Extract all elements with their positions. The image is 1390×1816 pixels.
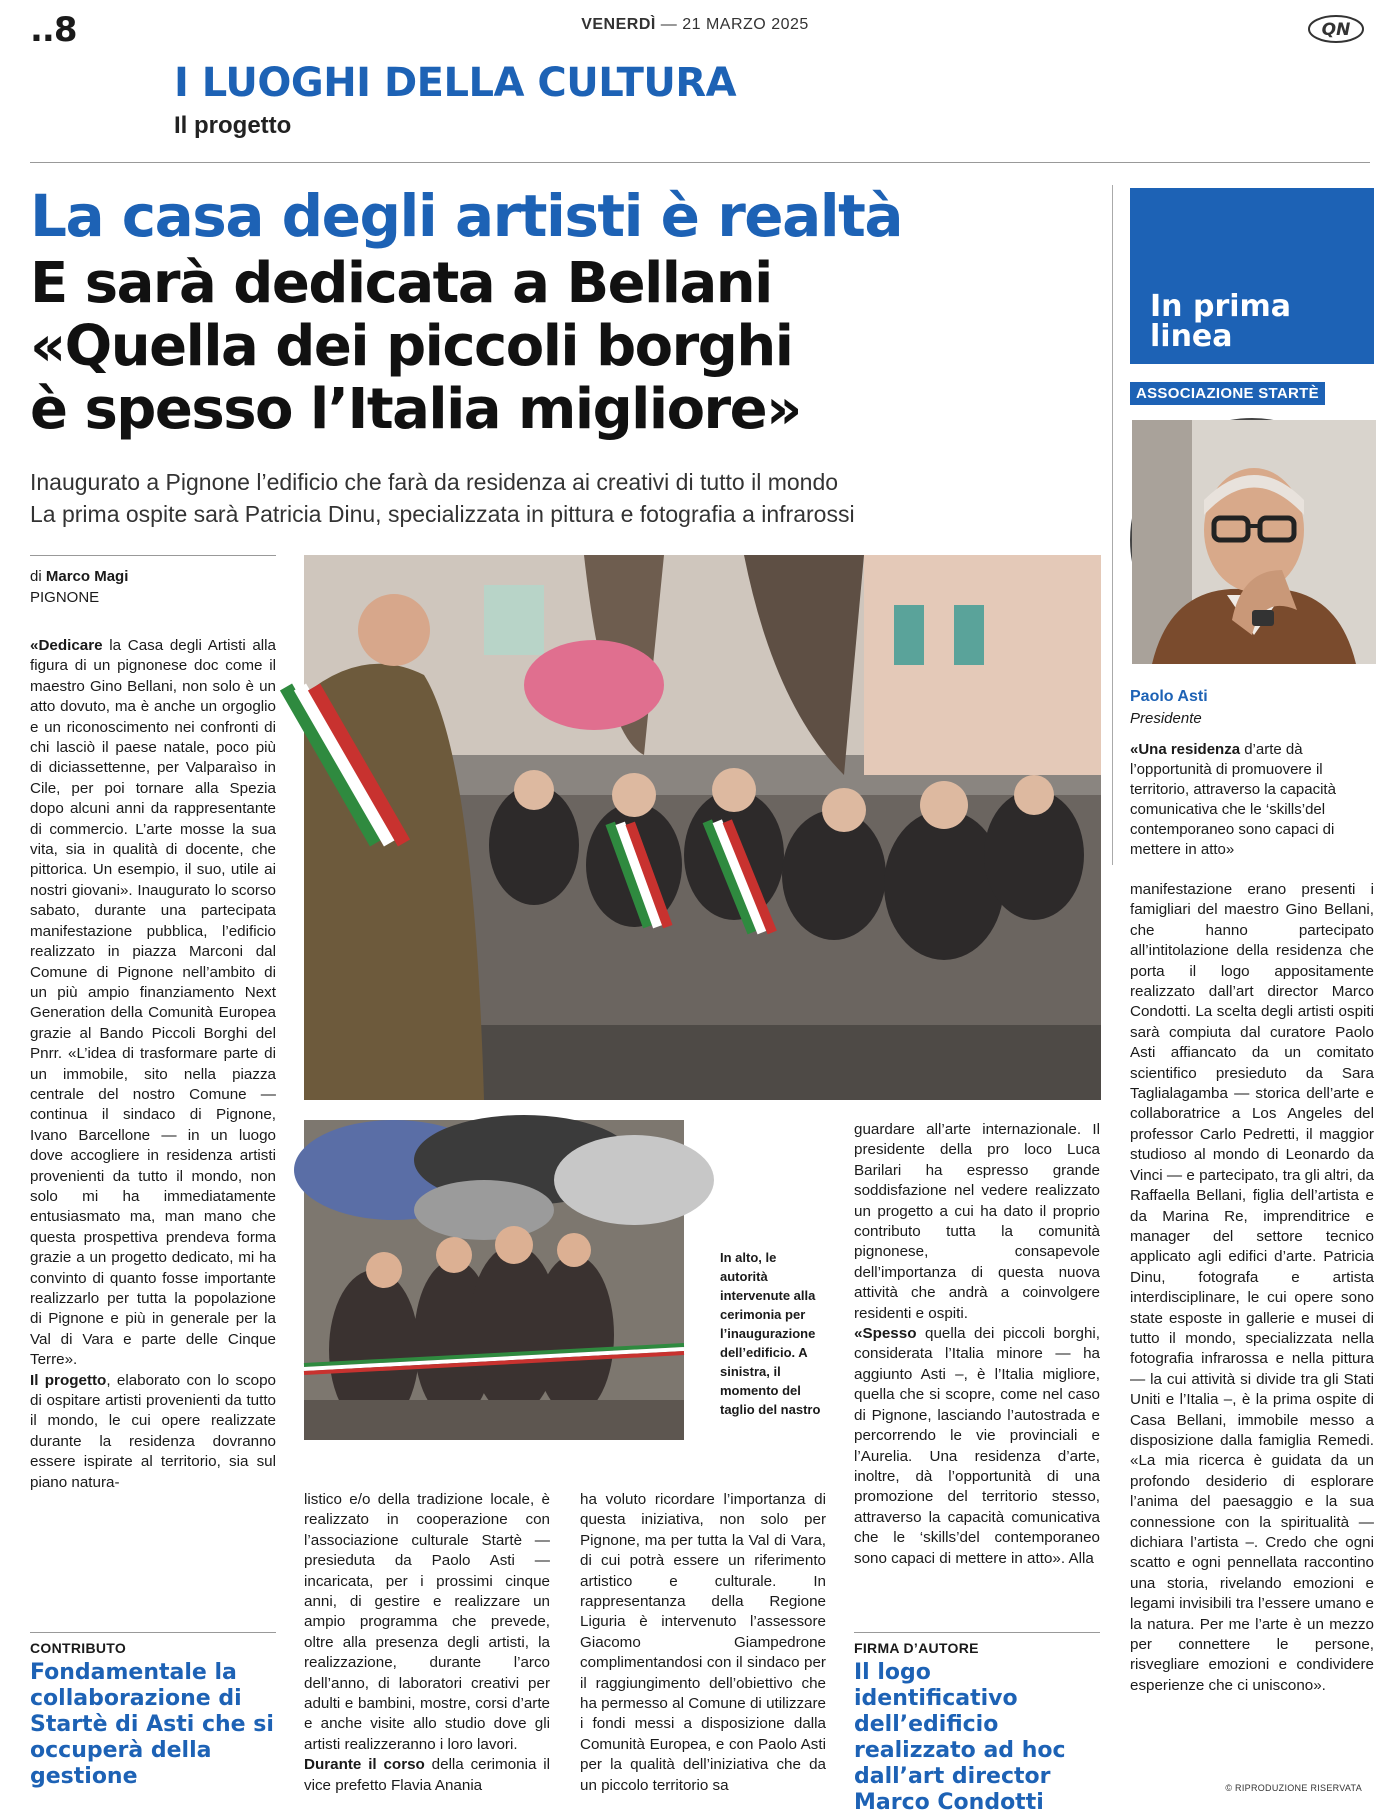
ribbon-cutting-photo <box>304 1120 684 1440</box>
box-right-title: Il logo identificativo dell’edificio realizzato ad hoc dall’art director Marco Condotti <box>854 1660 1066 1815</box>
box-left-divider <box>30 1632 276 1633</box>
article-column-5: manifestazione erano presenti i famigliari del maestro Gino Bellani, che hanno partecipato all’intitolazione della residenza che porta il logo appositamente realizzato dall’art director Marco Condotti. La scelta degli artisti ospiti sarà compiuta dal curatore Paolo Asti affiancato da un comitato scientifico presieduto da Sara Taglialagamba — storica dell’arte e collaboratrice a Los Angeles del professor Carlo Pedretti, il maggior studioso al mondo di Leonardo da Vinci — e partecipato, tra gli altri, da Raffaella Bellani, figlia dell’artista e da Marina Re, imprenditrice e manager del settore tecnico applicato agli edifici d’arte. Patricia Dinu, fotografa e artista interdisciplinare, le cui opere sono state esposte in gallerie e musei di tutto il mondo, specializzata nella fotografia infrarossa e nella pittura — la cui attività si divide tra gli Stati Uniti e l’Italia –, è la prima ospite di Casa Bellani, immobile messo a disposizione dalla famiglia Remedi. «La mia ricerca è guidata da un profondo desiderio di esplorare l’anima del paesaggio e la sua connessione con la spiritualità — dichiara l’artista –. Credo che ogni scatto e ogni pennellata raccontino una storia, rivelando emozioni e legami invisibili tra l’essere umano e la natura. Per me l’arte è un mezzo per connettere le persone, risvegliare emozioni e condividere esperienze che ci uniscono». <box>1130 881 1374 1694</box>
qn-logo <box>1308 14 1364 44</box>
president-portrait <box>1130 418 1374 662</box>
copyright-notice: © RIPRODUZIONE RISERVATA <box>1225 1783 1362 1793</box>
box-right-divider <box>854 1632 1100 1633</box>
byline-divider <box>30 555 276 556</box>
article-column-1: «Dedicare la Casa degli Artisti alla figura di un pignonese doc come il maestro Gino Bellani, non solo è un atto dovuto, ma è anche un orgoglio e un riconoscimento nei confronti di chi lasciò il paese natale, poco più di diciassettenne, per Valparaìso in Cile, per poi tornare alla Spezia dopo alcuni anni da rappresentante di commercio. L’arte mosse la sua vita, sia in qualità di docente, che pittorica. Un esempio, il suo, utile ai nostri giovani». Inaugurato lo scorso sabato, durante una partecipata manifestazione pubblica, l’edificio realizzato in piazza Marconi dal Comune di Pignone nell’ambito di un più ampio finanziamento Next Generation della Comunità Europea grazie al Bando Piccoli Borghi del Pnrr. «L’idea di trasformare parte di un immobile, sito nella piazza centrale del nostro Comune — continua il sindaco di Pignone, Ivano Barcellone — in un luogo dove accogliere in residenza artisti provenienti da tutto il mondo, non solo mi ha immediatamente entusiasmato ma, man mano che questa prospettiva prendeva forma grazie a un progetto dedicato, mi ha convinto di quanto fosse importante realizzarlo per tutta la popolazione di Pignone e più in generale per la Val di Vara e parte delle Cinque Terre». Il progetto, elaborato con lo scopo di ospitare artisti provenienti da tutto il mondo, le cui opere realizzate durante la residenza dovranno essere ispirate al territorio, sia sul piano natura- <box>30 637 276 1491</box>
headline-secondary: E sarà dedicata a Bellani «Quella dei piccoli borghi è spesso l’Italia migliore» <box>30 251 801 442</box>
section-subtitle: Il progetto <box>174 112 292 139</box>
photo-caption: In alto, le autorità intervenute alla cerimonia per l’inaugurazione dell’edificio. A sinistra, il momento del taglio del nastro <box>720 1250 821 1417</box>
headline-deck: Inaugurato a Pignone l’edificio che farà da residenza ai creativi di tutto il mondo La prima ospite sarà Patricia Dinu, specializzata in pittura e fotografia a infrarossi <box>30 469 855 527</box>
president-role: Presidente <box>1130 710 1202 727</box>
header-divider <box>30 162 1370 163</box>
article-column-3: ha voluto ricordare l’importanza di questa iniziativa, non solo per Pignone, ma per tutta la Val di Vara, di cui potrà essere un riferimento artistico e culturale. In rappresentanza della Regione Liguria è intervenuto l’assessore Giacomo Giampedrone complimentandosi con il sindaco per il raggiungimento dell’obiettivo che ha permesso al Comune di utilizzare i fondi messi a disposizione dalla Comunità Europea, e con Paolo Asti per la qualità dell’iniziativa che da un piccolo territorio sa <box>580 1491 826 1794</box>
article-column-4: guardare all’arte internazionale. Il presidente della pro loco Luca Barilari ha espresso grande soddisfazione nel vedere realizzato un progetto a cui ha dato il proprio contributo tutta la comunità pignonese, consapevole dell’importanza di questa nuova attività che andrà a coinvolgere residenti e ospiti. «Spesso quella dei piccoli borghi, considerata l’Italia minore — ha aggiunto Asti –, è l’Italia migliore, quella che si scopre, come nel caso di Pignone, lasciando l’autostrada e percorrendo le vie provinciali e l’Aurelia. Una residenza d’arte, inoltre, dà l’opportunità di una promozione del territorio stesso, attraverso la capacità comunicativa che le ‘skills’del contemporaneo sono capaci di mettere in atto». Alla <box>854 1121 1100 1567</box>
box-right-kicker: FIRMA D’AUTORE <box>854 1640 979 1656</box>
section-title: I LUOGHI DELLA CULTURA <box>174 60 737 106</box>
issue-date: VENERDÌ — 21 MARZO 2025 <box>581 16 809 33</box>
article-column-2: listico e/o della tradizione locale, è realizzato in cooperazione con l’associazione culturale Startè — presieduta da Paolo Asti — incaricata, per i prossimi cinque anni, di gestire e realizzare un ampio programma che prevede, oltre alla presenza degli artisti, la realizzazione, durante l’arco dell’anno, di laboratori creativi per adulti e bambini, mostre, corsi d’arte e anche visite allo studio dove gli artisti realizzeranno i loro lavori. Durante il corso della cerimonia il vice prefetto Flavia Anania <box>304 1491 550 1794</box>
svg-text:QN: QN <box>1321 20 1351 40</box>
box-left-kicker: CONTRIBUTO <box>30 1640 127 1656</box>
sidebar-divider <box>1112 185 1113 865</box>
box-left-title: Fondamentale la collaborazione di Startè di Asti che si occuperà della gestione <box>30 1660 274 1789</box>
headline-main: La casa degli artisti è realtà <box>30 182 903 250</box>
byline: di Marco Magi PIGNONE <box>30 568 129 606</box>
page-number: ..8 <box>30 10 77 50</box>
president-name: Paolo Asti <box>1130 688 1208 705</box>
president-quote: «Una residenza d’arte dà l’opportunità di promuovere il territorio, attraverso la capacità comunicativa che le ‘skills’del contemporaneo sono capaci di mettere in atto» <box>1130 741 1336 858</box>
sidebar-title: In prima linea <box>1150 289 1292 354</box>
organization-badge: ASSOCIAZIONE STARTÈ <box>1130 382 1325 405</box>
ceremony-photo <box>304 555 1101 1100</box>
